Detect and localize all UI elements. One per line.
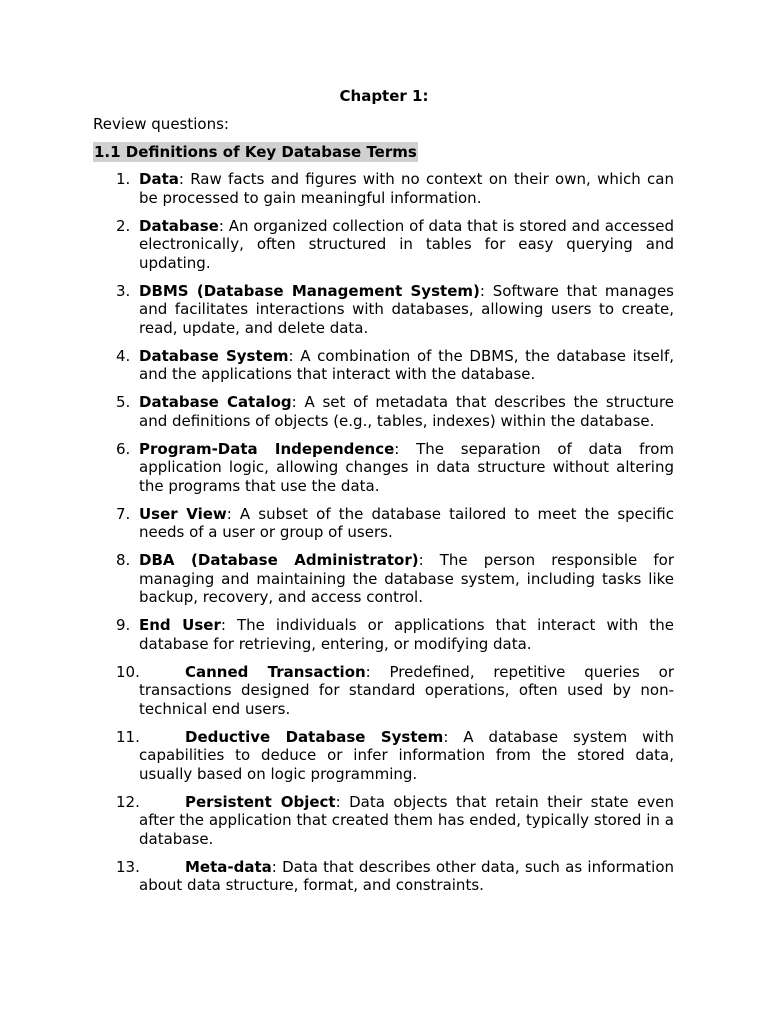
- section-heading: 1.1 Definitions of Key Database Terms: [94, 143, 417, 161]
- definition-list: [0, 170, 768, 904]
- item-term: Database System: [139, 346, 289, 365]
- item-number: 6.: [116, 439, 131, 458]
- item-text: : Software that manages and facilitates interactions with databases, allowing users to create, read, update, and delete data.: [139, 281, 675, 337]
- item-text: : Data that describes other data, such as information about data structure, format, and constraints.: [139, 857, 674, 894]
- item-number: 10.: [116, 662, 140, 681]
- item-text: : The separation of data from application logic, allowing changes in data structure without altering the programs that use the data.: [139, 439, 674, 495]
- item-term: DBMS (Database Management System): [139, 281, 480, 300]
- item-text: : An organized collection of data that is stored and accessed electronically, often structured in tables for easy querying and updating.: [139, 216, 674, 272]
- list-item: [0, 505, 674, 542]
- item-text: : Predefined, repetitive queries or transactions designed for standard operations, often used by non-technical end users.: [139, 662, 674, 718]
- item-number: 13.: [116, 857, 140, 876]
- chapter-title: Chapter 1:: [339, 87, 429, 105]
- item-term: Persistent Object: [185, 792, 336, 811]
- list-item: [0, 440, 674, 496]
- item-term: Meta-data: [185, 857, 272, 876]
- item-number: 8.: [116, 551, 131, 569]
- list-item: [0, 728, 674, 784]
- list-item: [0, 347, 674, 384]
- item-term: DBA (Database Administrator): [139, 551, 419, 569]
- item-text: : A set of metadata that describes the structure and definitions of objects (e.g., tables, indexes) within the database.: [139, 393, 675, 430]
- list-item: [0, 282, 674, 338]
- list-item: [0, 217, 674, 273]
- item-term: End User: [139, 616, 221, 634]
- item-term: Canned Transaction: [185, 662, 366, 681]
- list-item: [0, 170, 674, 207]
- list-item: [0, 858, 674, 895]
- item-text: : A combination of the DBMS, the database itself, and the applications that interact with the database.: [139, 346, 674, 383]
- item-text: : Data objects that retain their state even after the application that created them has ended, typically stored in a database.: [139, 792, 674, 848]
- item-number: 7.: [116, 504, 131, 523]
- list-item: [0, 793, 674, 849]
- item-text: : The person responsible for managing and maintaining the database system, including tasks like backup, recovery, and access control.: [139, 551, 674, 606]
- review-heading: Review questions:: [93, 115, 229, 133]
- item-term: Program-Data Independence: [139, 439, 395, 458]
- list-item: [0, 663, 674, 719]
- item-number: 1.: [116, 170, 131, 188]
- item-number: 2.: [116, 216, 131, 235]
- item-text: : The individuals or applications that interact with the database for retrieving, entering, or modifying data.: [139, 616, 674, 653]
- item-number: 4.: [116, 346, 131, 365]
- item-number: 9.: [116, 616, 131, 634]
- item-term: Database Catalog: [139, 393, 292, 411]
- item-term: Data: [139, 170, 179, 188]
- item-number: 11.: [116, 727, 140, 746]
- item-number: 5.: [116, 393, 131, 411]
- list-item: [0, 393, 674, 430]
- item-number: 3.: [116, 281, 131, 300]
- item-text: : A subset of the database tailored to meet the specific needs of a user or group of users.: [139, 504, 675, 541]
- list-item: [0, 616, 674, 653]
- list-item: [0, 551, 674, 607]
- item-term: Deductive Database System: [185, 727, 444, 746]
- item-number: 12.: [116, 792, 140, 811]
- item-text: : A database system with capabilities to deduce or infer information from the stored data, usually based on logic programming.: [139, 727, 675, 783]
- item-term: Database: [139, 216, 219, 235]
- item-term: User View: [139, 504, 227, 523]
- item-text: : Raw facts and figures with no context on their own, which can be processed to gain meaningful information.: [139, 170, 674, 207]
